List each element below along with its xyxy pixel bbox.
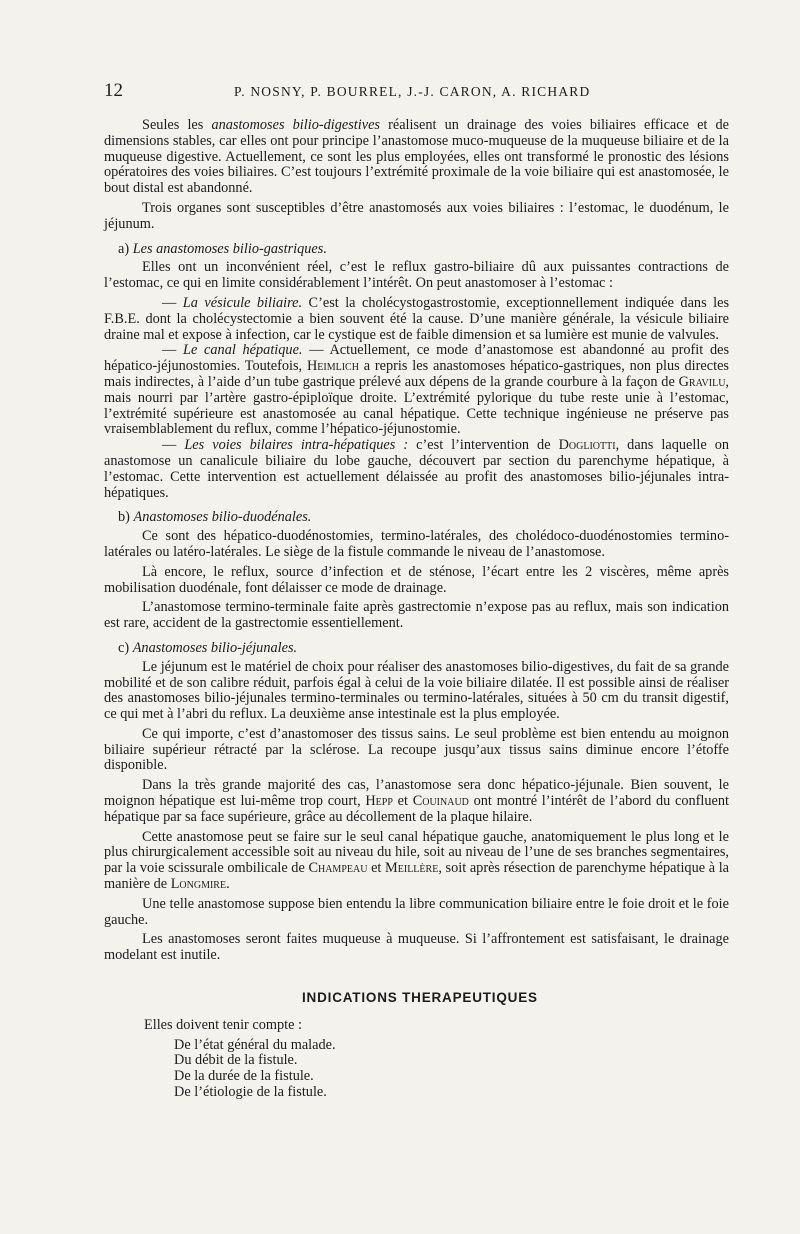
paragraph-duodenal-2: Là encore, le reflux, source d’infection et de sténose, l’écart entre les 2 viscères, même après mobilisation duodénale, font délaisser ce mode de drainage. [104,563,729,596]
paragraph-bilio-digestive: Seules les anastomoses bilio-digestives réalisent un drainage des voies biliaires efficace et de dimensions stables, car elles ont pour principe l’anastomose muco-muqueuse de la muqueuse biliaire et de la muqueuse digestive. Actuellement, ce sont les plus employées, elles ont transformé le pronostic des lésions opératoires des voies biliaires. C’est toujours l’extrémité proximale de la voie biliaire qui est anastomosée, le bout distal est abandonné. [104,117,729,197]
running-head-authors: P. NOSNY, P. BOURREL, J.-J. CARON, A. RICHARD [234,84,591,99]
paragraph-duodenal-1: Ce sont des hépatico-duodénostomies, termino-latérales, des cholédoco-duodénostomies termino-latérales ou latéro-latérales. Le siège de la fistule commande le niveau de l’anastomose. [104,528,729,560]
subheading-bilio-jejunal: c) Anastomoses bilio-jéjunales. [118,639,298,656]
paragraph-jejunal-5: Une telle anastomose suppose bien entendu la libre communication biliaire entre le foie droit et le foie gauche. [104,895,729,928]
paragraph-three-organs: Trois organes sont susceptibles d’être anastomosés aux voies biliaires : l’estomac, le duodénum, le jéjunum. [104,199,729,232]
paragraph-gallbladder: — La vésicule biliaire. C’est la cholécystogastrostomie, exceptionnellement indiquée dans les F.B.E. dont la cholécystectomie a bien souvent été la cause. D’une manière générale, la vésicule biliaire draine mal et expose à infection, car le cystique est de faible dimension et sa lumière est munie de valvules. [104,294,730,343]
paragraph-jejunal-2: Ce qui importe, c’est d’anastomoser des tissus sains. Le seul problème est bien entendu au moignon biliaire supérieur rétracté par la sclérose. La recoupe jusqu’aux tissus sains diminue encore l’étoffe disponible. [104,725,729,774]
paragraph-intrahepatic: — Les voies bilaires intra-hépatiques : c’est l’intervention de Dogliotti, dans laquelle on anastomose un canalicule biliaire du lobe gauche, découvert par section du parenchyme hépatique, à l’estomac. Cette intervention est actuellement délaissée au profit des anastomoses bilio-jéjunales intra-hépatiques. [104,437,729,501]
page-header [104,80,700,102]
paragraph-hepatic-canal: — Le canal hépatique. — Actuellement, ce mode d’anastomose est abandonné au profit des hépatico-jéjunostomies. Toutefois, Heimlich a repris les anastomoses hépatico-gastriques, non plus directes mais indirectes, à l’aide d’un tube gastrique prélevé aux dépens de la grande courbure à la façon de Gravilu, mais nourri par l’artère gastro-épiploïque droite. L’extrémité pylorique du tube reste unie à l’estomac, l’extrémité supérieure est anastomosée au canal hépatique. Cette technique ingénieuse ne préserve pas vraisemblablement du reflux, comme l’hépatico-jéjunostomie. [104,342,730,438]
subheading-bilio-duodenal: b) Anastomoses bilio-duodénales. [118,509,312,526]
subheading-bilio-gastric: a) Les anastomoses bilio-gastriques. [118,240,327,257]
paragraph-jejunal-1: Le jéjunum est le matériel de choix pour réaliser des anastomoses bilio-digestives, du fait de sa grande mobilité et de son calibre réduit, parfois égal à celui de la voie biliaire dilatée. Il est possible ainsi de réaliser des anastomoses bilio-jéjunales termino-terminales ou termino-latérales, situées à 50 cm du transit digestif, ce qui met à l’abri du reflux. La deuxième anse intestinale est la plus employée. [104,658,729,723]
paragraph-gastric-intro: Elles ont un inconvénient réel, c’est le reflux gastro-biliaire dû aux puissantes contractions de l’estomac, ce qui en limite considérablement l’intérêt. On peut anastomoser à l’estomac : [104,259,729,292]
section-title-indications: INDICATIONS THERAPEUTIQUES [302,990,538,1006]
list-item: De l’étiologie de la fistule. [174,1084,327,1101]
list-item: De la durée de la fistule. [174,1068,314,1085]
paragraph-jejunal-3: Dans la très grande majorité des cas, l’anastomose sera donc hépatico-jéjunale. Bien souvent, le moignon hépatique est lui-même trop court, Hepp et Couinaud ont montré l’intérêt de l’abord du confluent hépatique par sa face supérieure, grâce au décollement de la plaque hilaire. [104,777,729,825]
paragraph-jejunal-4: Cette anastomose peut se faire sur le seul canal hépatique gauche, anatomiquement le plus long et le plus chirurgicalement accessible soit au niveau du hile, soit au niveau de l’une de ses branches segmentaires, par la voie scissurale ombilicale de Champeau et Meillère, soit après résection de parenchyme hépatique à la manière de Longmire. [104,828,730,893]
indications-list [104,1038,729,1101]
list-item: De l’état général du malade. [174,1036,336,1053]
article-body [104,118,729,1101]
paragraph-duodenal-3: L’anastomose termino-terminale faite après gastrectomie n’expose pas au reflux, mais son indication est rare, accident de la gastrectomie essentiellement. [104,599,729,632]
page-number: 12 [104,80,123,101]
paragraph-jejunal-6: Les anastomoses seront faites muqueuse à muqueuse. Si l’affrontement est satisfaisant, le drainage modelant est inutile. [104,931,729,964]
indications-intro: Elles doivent tenir compte : [144,1016,303,1033]
list-item: Du débit de la fistule. [174,1052,298,1069]
